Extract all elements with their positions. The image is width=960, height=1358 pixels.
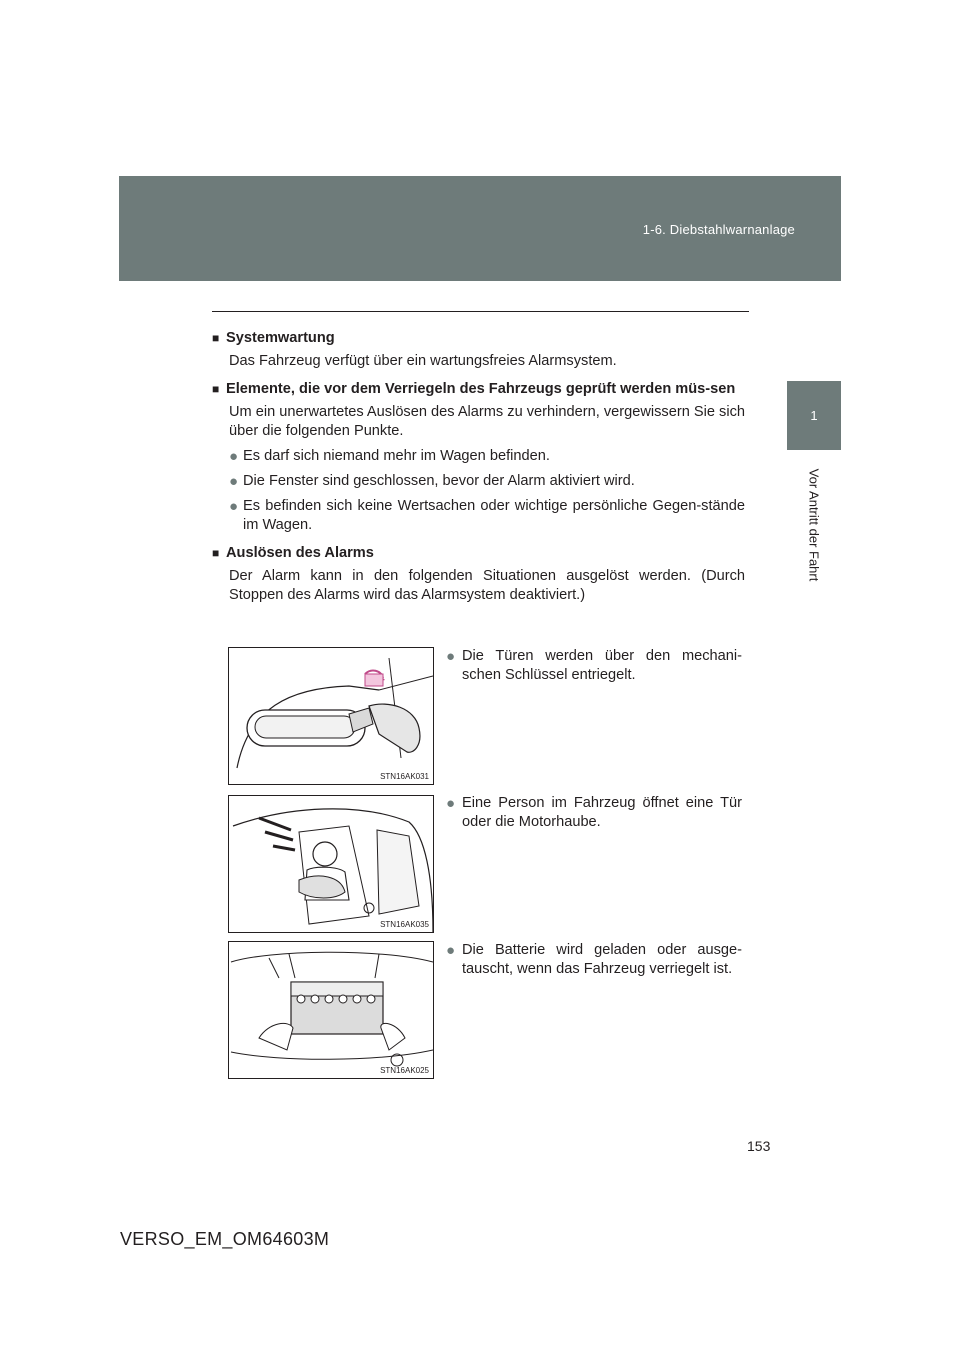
figure-door-key [228, 647, 434, 785]
chapter-label-text: Vor Antritt der Fahrt [806, 468, 822, 582]
top-rule [212, 311, 749, 312]
chapter-tab[interactable] [787, 381, 841, 450]
door-key-illustration [229, 648, 434, 785]
figure-battery [228, 941, 434, 1079]
page-number: 153 [747, 1138, 771, 1154]
main-content [212, 329, 745, 614]
circle-bullet-icon: ● [446, 648, 456, 665]
figure-caption: ● Die Batterie wird geladen oder ausge-tauscht, wenn das Fahrzeug verriegelt ist. [446, 942, 742, 977]
section-text: Um ein unerwartetes Auslösen des Alarms zu verhindern, vergewissern Sie sich über die folgenden Punkte. [229, 404, 745, 439]
battery-illustration [229, 942, 434, 1079]
list-item: ● Die Fenster sind geschlossen, bevor der Alarm aktiviert wird. [229, 473, 635, 490]
figure-code: STN16AK031 [380, 772, 429, 781]
circle-bullet-icon: ● [229, 448, 239, 465]
person-door-illustration [229, 796, 434, 933]
section-heading: ■ Systemwartung [212, 330, 335, 346]
section-heading: ■ Auslösen des Alarms [212, 545, 374, 561]
circle-bullet-icon: ● [446, 942, 456, 959]
section-elemente [212, 380, 745, 535]
circle-bullet-icon: ● [229, 473, 239, 490]
square-bullet-icon: ■ [212, 546, 220, 560]
figure-code: STN16AK035 [380, 920, 429, 929]
list-item: ● Es befinden sich keine Wertsachen oder wichtige persönliche Gegen-stände im Wagen. [229, 498, 745, 533]
square-bullet-icon: ■ [212, 331, 220, 345]
chapter-label [787, 455, 841, 595]
section-systemwartung [212, 329, 745, 371]
document-code: VERSO_EM_OM64603M [120, 1229, 330, 1249]
list-item: ● Es darf sich niemand mehr im Wagen befinden. [229, 448, 550, 465]
figure-code: STN16AK025 [380, 1066, 429, 1075]
section-title: 1-6. Diebstahlwarnanlage [642, 222, 795, 237]
section-ausloesen [212, 544, 745, 605]
circle-bullet-icon: ● [229, 498, 239, 515]
circle-bullet-icon: ● [446, 795, 456, 812]
square-bullet-icon: ■ [212, 382, 220, 396]
header-band [119, 176, 841, 281]
section-heading: ■ Elemente, die vor dem Verriegeln des Fahrzeugs geprüft werden müs-sen [212, 381, 736, 397]
figure-caption: ● Eine Person im Fahrzeug öffnet eine Tür oder die Motorhaube. [446, 795, 742, 830]
section-text: Der Alarm kann in den folgenden Situationen ausgelöst werden. (Durch Stoppen des Alarms wird das Alarmsystem deaktiviert.) [229, 568, 745, 603]
chapter-number: 1 [810, 408, 818, 423]
figure-person-door [228, 795, 434, 933]
figure-caption: ● Die Türen werden über den mechani-schen Schlüssel entriegelt. [446, 648, 742, 683]
section-text: Das Fahrzeug verfügt über ein wartungsfreies Alarmsystem. [229, 353, 617, 369]
